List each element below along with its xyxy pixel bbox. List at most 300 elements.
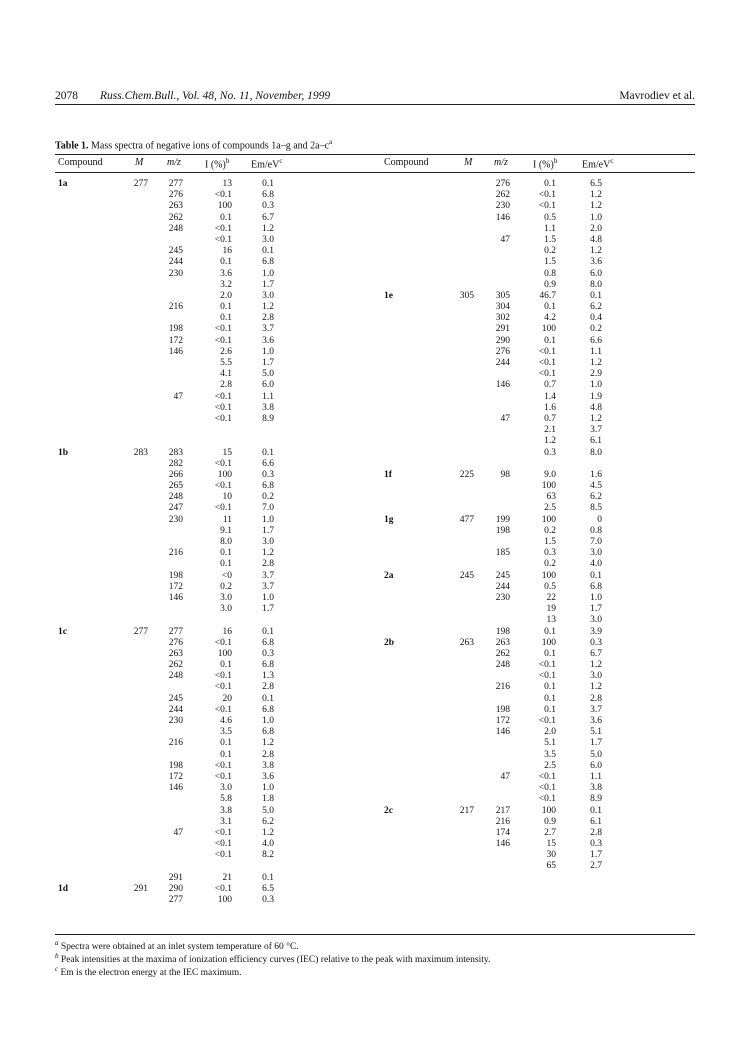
left-m-cell xyxy=(124,638,148,649)
right-compound-cell: 1g xyxy=(384,514,394,525)
right-compound-cell xyxy=(384,492,424,503)
left-m-cell xyxy=(124,291,148,302)
left-i-cell xyxy=(202,425,232,436)
left-e-cell: 8.9 xyxy=(262,413,274,424)
right-m-cell xyxy=(450,503,474,514)
left-mz-cell: 216 xyxy=(168,302,183,313)
left-compound-cell xyxy=(58,906,98,917)
left-i-cell: <0.1 xyxy=(214,682,232,693)
right-compound-cell xyxy=(384,403,424,414)
right-m-cell xyxy=(450,414,474,425)
right-mz-cell: 230 xyxy=(495,592,510,603)
left-mz-cell xyxy=(160,369,183,380)
right-compound-cell: 2a xyxy=(384,570,394,581)
footnote-a-text: Spectra were obtained at an inlet system temperature of 60 °C. xyxy=(60,942,299,953)
right-e-cell: 1.7 xyxy=(590,604,602,615)
right-m-cell xyxy=(450,246,474,257)
right-mz-cell xyxy=(488,492,510,503)
right-e-cell: 1.7 xyxy=(590,738,602,749)
header-energy-right-text: Em/eV xyxy=(582,159,611,171)
left-e-cell: 0.1 xyxy=(262,693,274,704)
header-energy-left xyxy=(251,157,282,170)
left-e-cell: 3.7 xyxy=(262,581,274,592)
left-e-cell xyxy=(252,861,274,872)
right-e-cell: 1.1 xyxy=(590,771,602,782)
left-i-cell: 0.1 xyxy=(220,313,232,324)
right-m-cell xyxy=(450,537,474,548)
left-i-cell: 3.0 xyxy=(220,592,232,603)
left-e-cell: 1.8 xyxy=(262,794,274,805)
left-mz-cell: 244 xyxy=(168,257,183,268)
left-m-cell xyxy=(124,839,148,850)
right-e-cell: 2.8 xyxy=(590,827,602,838)
right-compound-cell xyxy=(384,750,424,761)
right-m-cell xyxy=(450,380,474,391)
right-compound-cell xyxy=(384,179,424,190)
left-compound-cell xyxy=(58,503,98,514)
left-mz-cell xyxy=(160,537,183,548)
right-m-cell xyxy=(450,627,474,638)
left-i-cell: 15 xyxy=(222,447,232,458)
right-mz-cell xyxy=(488,280,510,291)
left-mz-cell: 230 xyxy=(168,514,183,525)
left-e-cell: 7.0 xyxy=(262,503,274,514)
right-compound-cell xyxy=(384,772,424,783)
right-e-cell: 2.8 xyxy=(590,693,602,704)
right-m-cell xyxy=(450,213,474,224)
right-m-cell xyxy=(450,682,474,693)
left-mz-cell: 248 xyxy=(168,223,183,234)
left-m-cell xyxy=(124,313,148,324)
right-compound-cell xyxy=(384,481,424,492)
left-i-cell: <0.1 xyxy=(214,391,232,402)
right-i-cell: 0.9 xyxy=(544,279,556,290)
right-i-cell: 100 xyxy=(541,570,556,581)
left-e-cell: 6.8 xyxy=(262,727,274,738)
right-m-cell xyxy=(450,224,474,235)
footnote-b xyxy=(55,952,490,965)
left-e-cell: 3.0 xyxy=(262,537,274,547)
left-mz-cell xyxy=(160,850,183,861)
right-mz-cell xyxy=(488,246,510,257)
left-m-cell xyxy=(124,682,148,693)
left-m-cell xyxy=(124,347,148,358)
right-mz-cell: 199 xyxy=(495,514,510,525)
left-m-cell xyxy=(124,526,148,537)
left-e-cell: 1.2 xyxy=(262,302,274,313)
right-e-cell: 0.1 xyxy=(590,805,602,816)
left-i-cell: 0.1 xyxy=(220,548,232,559)
left-i-cell: 5.5 xyxy=(220,358,232,368)
header-energy-right-mark: c xyxy=(610,157,614,165)
right-e-cell: 3.0 xyxy=(590,548,602,559)
footnote-c-mark: c xyxy=(55,965,59,973)
left-i-cell: <0.1 xyxy=(214,704,232,715)
left-i-cell: 16 xyxy=(222,626,232,637)
left-i-cell: 9.1 xyxy=(220,525,232,536)
left-i-cell: <0.1 xyxy=(214,458,232,469)
right-i-cell: 1.4 xyxy=(544,391,556,402)
left-i-cell: 0.2 xyxy=(220,581,232,592)
right-m-cell xyxy=(450,649,474,660)
right-i-cell: 46.7 xyxy=(539,290,556,301)
right-m-cell: 217 xyxy=(459,805,474,816)
right-e-cell: 4.5 xyxy=(590,481,602,492)
right-m-cell xyxy=(450,738,474,749)
right-compound-cell: 2b xyxy=(384,637,395,648)
left-m-cell xyxy=(124,548,148,559)
right-i-cell: 0.5 xyxy=(544,581,556,592)
left-m-cell xyxy=(124,380,148,391)
right-compound-cell xyxy=(384,347,424,358)
left-i-cell: 20 xyxy=(222,693,232,704)
left-m-cell xyxy=(124,302,148,313)
left-i-cell: 100 xyxy=(217,648,232,659)
left-compound-cell xyxy=(58,705,98,716)
left-compound-cell xyxy=(58,224,98,235)
left-e-cell: 2.8 xyxy=(262,682,274,693)
left-i-cell xyxy=(202,615,232,626)
right-mz-cell: 146 xyxy=(495,839,510,850)
left-i-cell: 3.0 xyxy=(220,604,232,615)
left-i-cell: <0.1 xyxy=(214,850,232,861)
left-mz-cell xyxy=(160,682,183,693)
right-m-cell: 477 xyxy=(459,514,474,525)
right-e-cell: 6.7 xyxy=(590,648,602,659)
right-i-cell: <0.1 xyxy=(538,771,556,782)
left-e-cell: 1.0 xyxy=(262,716,274,726)
right-compound-cell xyxy=(384,649,424,660)
left-mz-cell: 277 xyxy=(168,179,183,189)
left-i-cell: 100 xyxy=(217,469,232,480)
left-m-cell xyxy=(124,671,148,682)
left-compound-cell xyxy=(58,470,98,481)
left-i-cell: 5.8 xyxy=(220,794,232,805)
right-compound-cell xyxy=(384,246,424,257)
left-m-cell xyxy=(124,324,148,335)
right-m-cell xyxy=(450,201,474,212)
right-i-cell: 0.1 xyxy=(544,693,556,704)
left-compound-cell xyxy=(58,515,98,526)
right-e-cell: 4.0 xyxy=(590,559,602,570)
left-e-cell: 6.6 xyxy=(262,458,274,469)
right-compound-cell xyxy=(384,380,424,391)
right-i-cell: 0.1 xyxy=(544,626,556,637)
left-compound-cell xyxy=(58,190,98,201)
left-compound-cell xyxy=(58,459,98,470)
left-e-cell: 6.8 xyxy=(262,190,274,201)
left-compound-cell: 1c xyxy=(58,626,67,637)
right-e-cell: 2.0 xyxy=(590,223,602,234)
table-bottom-rule xyxy=(55,934,695,935)
right-compound-cell: 1e xyxy=(384,290,393,301)
right-compound-cell xyxy=(384,682,424,693)
left-mz-cell xyxy=(160,436,183,447)
left-e-cell: 5.0 xyxy=(262,805,274,816)
left-i-cell: 3.0 xyxy=(220,783,232,794)
header-intensity-left-text: I (%) xyxy=(205,159,226,171)
left-compound-cell xyxy=(58,347,98,358)
left-m-cell xyxy=(124,660,148,671)
right-i-cell: 19 xyxy=(546,604,556,615)
right-compound-cell xyxy=(384,313,424,324)
right-m-cell xyxy=(450,839,474,850)
left-i-cell: 0.1 xyxy=(220,257,232,268)
footnote-b-mark: b xyxy=(55,952,59,960)
right-compound-cell xyxy=(384,537,424,548)
right-m-cell: 305 xyxy=(459,290,474,301)
right-e-cell: 6.5 xyxy=(590,179,602,189)
right-mz-cell: 198 xyxy=(495,626,510,637)
left-e-cell: 1.2 xyxy=(262,738,274,749)
left-compound-cell xyxy=(58,492,98,503)
right-m-cell xyxy=(450,425,474,436)
right-e-cell: 3.0 xyxy=(590,671,602,682)
right-m-cell xyxy=(450,436,474,447)
left-mz-cell xyxy=(160,817,183,828)
right-e-cell: 0.1 xyxy=(590,290,602,301)
table-caption-mark: a xyxy=(329,138,333,146)
right-e-cell: 6.8 xyxy=(590,581,602,592)
right-compound-cell xyxy=(384,224,424,235)
left-i-cell: <0.1 xyxy=(214,771,232,782)
left-m-cell xyxy=(124,861,148,872)
header-mz-right: m/z xyxy=(494,157,508,168)
right-e-cell: 3.8 xyxy=(590,783,602,794)
left-mz-cell xyxy=(160,615,183,626)
right-mz-cell: 185 xyxy=(495,548,510,559)
right-m-cell xyxy=(450,179,474,190)
left-i-cell xyxy=(202,861,232,872)
right-compound-cell xyxy=(384,794,424,805)
right-m-cell xyxy=(450,604,474,615)
right-compound-cell xyxy=(384,660,424,671)
left-m-cell xyxy=(124,593,148,604)
right-m-column xyxy=(450,179,474,873)
left-compound-cell xyxy=(58,660,98,671)
left-m-cell xyxy=(124,772,148,783)
left-compound-cell xyxy=(58,604,98,615)
left-m-cell xyxy=(124,794,148,805)
left-compound-cell xyxy=(58,414,98,425)
right-m-cell xyxy=(450,269,474,280)
right-m-cell xyxy=(450,347,474,358)
right-e-cell: 0.4 xyxy=(590,313,602,324)
left-mz-cell: 172 xyxy=(168,581,183,592)
left-mz-cell: 198 xyxy=(168,760,183,771)
right-compound-cell xyxy=(384,459,424,470)
right-compound-cell xyxy=(384,604,424,615)
right-m-cell xyxy=(450,828,474,839)
right-compound-cell xyxy=(384,716,424,727)
left-m-cell xyxy=(124,358,148,369)
right-e-cell: 3.6 xyxy=(590,716,602,726)
left-e-cell xyxy=(252,425,274,436)
table-header-rule xyxy=(55,172,695,173)
left-compound-cell xyxy=(58,369,98,380)
left-m-cell: 283 xyxy=(133,447,148,458)
header-energy-right xyxy=(582,157,613,170)
right-e-cell: 0.3 xyxy=(590,839,602,850)
right-mz-cell xyxy=(488,761,510,772)
left-e-cell: 2.8 xyxy=(262,559,274,570)
header-energy-left-mark: c xyxy=(279,157,283,165)
left-compound-cell xyxy=(58,895,98,906)
left-m-cell xyxy=(124,492,148,503)
right-e-cell: 1.6 xyxy=(590,469,602,480)
left-e-cell: 6.0 xyxy=(262,380,274,391)
left-m-cell xyxy=(124,604,148,615)
right-i-cell: <0.1 xyxy=(538,716,556,726)
left-e-cell: 6.7 xyxy=(262,212,274,223)
left-e-cell: 6.8 xyxy=(262,704,274,715)
right-mz-cell: 216 xyxy=(495,816,510,827)
right-m-cell xyxy=(450,324,474,335)
right-mz-cell: 198 xyxy=(495,525,510,536)
right-m-cell xyxy=(450,783,474,794)
left-compound-cell xyxy=(58,235,98,246)
left-m-cell xyxy=(124,515,148,526)
right-m-cell: 225 xyxy=(459,469,474,480)
left-e-cell: 0.3 xyxy=(262,895,274,905)
right-i-cell: <0.1 xyxy=(538,660,556,671)
left-i-cell: 0.1 xyxy=(220,302,232,313)
left-compound-cell xyxy=(58,425,98,436)
right-i-cell: 0.3 xyxy=(544,548,556,559)
right-mz-cell xyxy=(488,537,510,548)
left-e-cell: 2.8 xyxy=(262,749,274,760)
left-mz-cell xyxy=(160,380,183,391)
right-i-cell: 0.5 xyxy=(544,212,556,223)
right-m-cell xyxy=(450,716,474,727)
right-e-cell: 0 xyxy=(597,514,602,525)
right-m-cell xyxy=(450,615,474,626)
left-mz-cell: 263 xyxy=(168,201,183,212)
right-m-cell xyxy=(450,671,474,682)
table-caption-label: Table 1. xyxy=(55,140,89,152)
right-m-cell xyxy=(450,392,474,403)
right-e-cell: 8.9 xyxy=(590,794,602,805)
left-m-cell xyxy=(124,559,148,570)
right-mz-cell xyxy=(488,425,510,436)
left-energy-column xyxy=(252,179,274,906)
left-compound-cell xyxy=(58,649,98,660)
left-mz-cell xyxy=(160,559,183,570)
left-i-cell xyxy=(202,436,232,447)
left-e-cell: 0.3 xyxy=(262,648,274,659)
left-compound-cell xyxy=(58,201,98,212)
right-mz-cell: 217 xyxy=(495,805,510,816)
right-i-cell: 65 xyxy=(546,861,556,872)
right-i-cell xyxy=(528,459,556,470)
left-i-cell: 11 xyxy=(222,514,232,525)
right-m-cell xyxy=(450,772,474,783)
left-compound-cell xyxy=(58,436,98,447)
left-compound-cell xyxy=(58,738,98,749)
left-mz-cell xyxy=(160,861,183,872)
right-i-cell: 0.1 xyxy=(544,648,556,659)
right-i-cell: <0.1 xyxy=(538,346,556,357)
right-i-cell: <0.1 xyxy=(538,794,556,805)
left-i-cell: 3.1 xyxy=(220,816,232,827)
right-i-cell: 100 xyxy=(541,481,556,492)
right-i-cell: 100 xyxy=(541,514,556,525)
left-compound-cell: 1b xyxy=(58,447,69,458)
right-i-cell: 1.5 xyxy=(544,234,556,245)
right-i-cell: 1.6 xyxy=(544,402,556,413)
left-e-cell: 6.8 xyxy=(262,257,274,268)
right-e-cell: 0.3 xyxy=(590,637,602,648)
left-e-cell xyxy=(252,436,274,447)
left-mz-cell: 146 xyxy=(168,346,183,357)
left-e-cell: 3.7 xyxy=(262,324,274,335)
right-mz-cell: 291 xyxy=(495,324,510,335)
right-mz-cell: 302 xyxy=(495,313,510,324)
right-i-cell: 2.0 xyxy=(544,727,556,738)
right-e-cell: 1.0 xyxy=(590,592,602,603)
left-compound-cell: 1a xyxy=(58,179,68,189)
left-e-cell: 1.0 xyxy=(262,783,274,794)
left-i-cell: 4.1 xyxy=(220,369,232,380)
left-mz-cell: 248 xyxy=(168,492,183,503)
right-compound-cell xyxy=(384,627,424,638)
left-m-cell xyxy=(124,269,148,280)
right-m-cell xyxy=(450,358,474,369)
right-mz-cell xyxy=(488,559,510,570)
right-i-cell: 0.2 xyxy=(544,559,556,570)
left-compound-cell xyxy=(58,358,98,369)
right-mz-cell xyxy=(488,459,510,470)
right-mz-cell: 146 xyxy=(495,212,510,223)
right-i-cell: 2.5 xyxy=(544,760,556,771)
left-m-cell xyxy=(124,694,148,705)
right-e-cell: 1.2 xyxy=(590,190,602,201)
right-e-cell: 6.2 xyxy=(590,492,602,503)
left-e-cell: 1.1 xyxy=(262,391,274,402)
footnote-c xyxy=(55,965,242,978)
right-compound-cell xyxy=(384,257,424,268)
right-mz-cell: 304 xyxy=(495,302,510,313)
author-running-head: Mavrodiev et al. xyxy=(619,90,695,102)
left-e-cell: 3.0 xyxy=(262,290,274,301)
right-compound-cell: 1f xyxy=(384,469,392,480)
left-e-cell: 8.2 xyxy=(262,850,274,861)
right-e-cell: 5.0 xyxy=(590,749,602,760)
left-compound-cell xyxy=(58,313,98,324)
right-mz-cell xyxy=(488,794,510,805)
left-i-cell: 0.1 xyxy=(220,749,232,760)
right-m-cell xyxy=(450,235,474,246)
left-compound-cell xyxy=(58,280,98,291)
right-compound-cell xyxy=(384,828,424,839)
right-mz-cell xyxy=(488,403,510,414)
left-m-cell xyxy=(124,436,148,447)
right-compound-cell xyxy=(384,817,424,828)
left-compound-cell xyxy=(58,403,98,414)
right-i-cell: 100 xyxy=(541,324,556,335)
right-m-cell xyxy=(450,190,474,201)
right-mz-cell: 47 xyxy=(500,234,510,245)
left-compound-cell xyxy=(58,571,98,582)
left-mz-cell xyxy=(160,235,183,246)
right-e-cell: 3.7 xyxy=(590,704,602,715)
left-e-cell: 1.7 xyxy=(262,358,274,368)
left-i-cell: <0.1 xyxy=(214,324,232,335)
left-mz-cell: 276 xyxy=(168,190,183,201)
left-mz-cell xyxy=(160,839,183,850)
right-m-cell: 245 xyxy=(459,570,474,581)
left-compound-cell xyxy=(58,750,98,761)
